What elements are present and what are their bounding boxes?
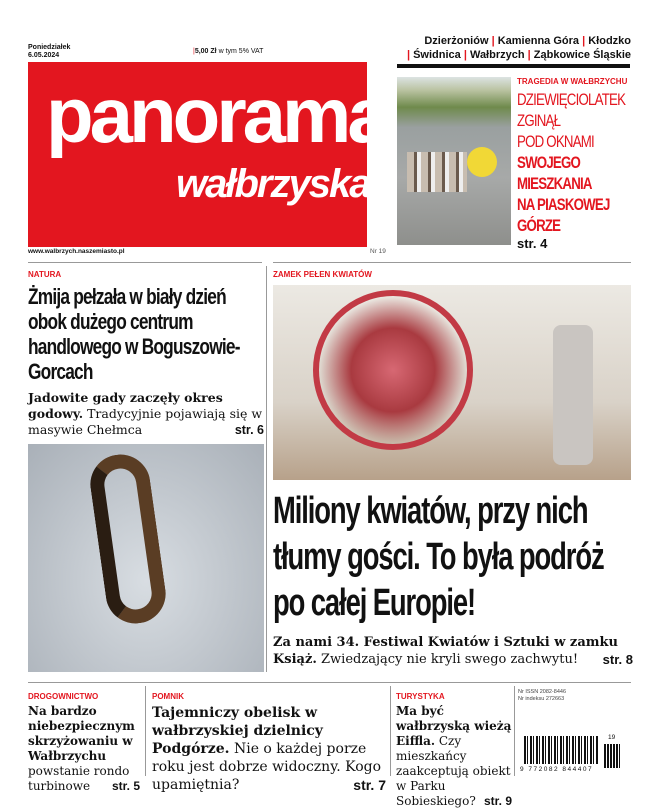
day: Poniedziałek: [28, 44, 71, 51]
imprint: Nr ISSN 2082-8446 Nr indeksu 272663: [518, 689, 566, 702]
issue-number: Nr 19: [370, 248, 386, 255]
date: 6.05.2024: [28, 52, 60, 59]
flowers-headline: Miliony kwiatów, przy nich tłumy gości. To była podróż po całej Europie!: [273, 490, 604, 624]
bottom-story-tourism[interactable]: TURYSTYKA Ma być wałbrzyską wieżą Eiffla. Czy mieszkańcy zaakceptują obiekt w Parku Sobieskiego? str. 9: [396, 692, 512, 808]
nature-headline: Żmija pełzała w biały dzień obok dużego centrum handlowego w Boguszowie-Gorcach: [28, 284, 240, 384]
regions: Dzierżoniów | Kamienna Góra | Kłodzko | Świdnica | Wałbrzych | Ząbkowice Śląskie: [406, 35, 631, 61]
barcode-number: 9 772082 844407: [520, 766, 594, 773]
flowers-kicker: ZAMEK PEŁEN KWIATÓW: [273, 270, 372, 279]
snake-photo: [28, 444, 264, 672]
logo: panorama wałbrzyska: [28, 62, 367, 247]
top-story-photo: [397, 77, 511, 245]
flowers-lead: Za nami 34. Festiwal Kwiatów i Sztuki w zamku Książ. Zwiedzający nie kryli swego zachwytu! str. 8: [273, 635, 633, 667]
website[interactable]: www.walbrzych.naszemiasto.pl: [28, 248, 125, 255]
bottom-story-obelisk[interactable]: POMNIK Tajemniczy obelisk w wałbrzyskiej dzielnicy Podgórze. Nie o każdej porze roku jest dobrze widoczny. Kogo upamiętnia? str. 7: [152, 692, 386, 793]
nature-lead: Jadowite gady zaczęły okres godowy. Tradycyjnie pojawiają się w masywie Chełmca str. 6: [28, 390, 264, 437]
nature-story[interactable]: NATURA Żmija pełzała w biały dzień obok dużego centrum handlowego w Boguszowie-Gorcach Jadowite gady zaczęły okres godowy. Tradycyjnie pojawiają się w masywie Chełmca str. 6: [28, 270, 264, 672]
bottom-story-roads[interactable]: DROGOWNICTWO Na bardzo niebezpiecznym skrzyżowaniu w Wałbrzychu powstanie rondo turbinowe str. 5: [28, 692, 140, 793]
flowers-photo: [273, 285, 631, 480]
top-story[interactable]: TRAGEDIA W WAŁBRZYCHU DZIEWIĘCIOLATEK ZGINĄŁ POD OKNAMI SWOJEGO MIESZKANIA NA PIASKOWEJ GÓRZE str. 4: [517, 77, 628, 251]
barcode-addon-number: 19: [608, 734, 616, 741]
barcode: [524, 736, 598, 764]
price-info: |5,00 Zł w tym 5% VAT: [193, 48, 264, 55]
flowers-story[interactable]: [273, 488, 633, 668]
divider: [397, 64, 630, 68]
barcode-addon: [604, 744, 620, 768]
